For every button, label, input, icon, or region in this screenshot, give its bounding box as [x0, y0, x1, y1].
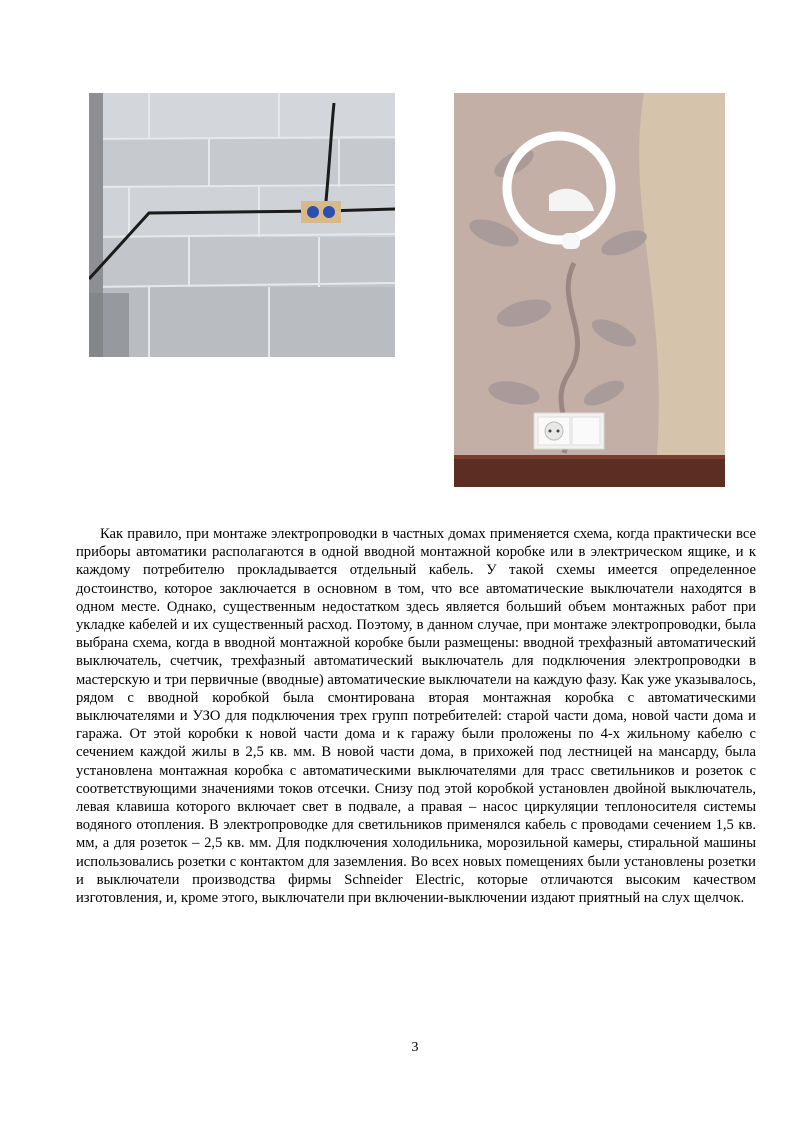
lamp-socket-image: [454, 93, 725, 487]
main-paragraph: Как правило, при монтаже электропроводки в частных домах применяется схема, когда практически все приборы автоматики располагаются в одной вводной монтажной коробке или в электрическом ящике, и к каждому потребителю прокладывается отдельный кабель. У такой схемы имеется определенное достоинство, которое заключается в основном в том, что все автоматические выключатели находятся в одном месте. Однако, существенным недостатком здесь является больший объем монтажных работ при укладке кабелей и их существенный расход. Поэтому, в данном случае, при монтаже электропроводки, была выбрана схема, когда в вводной монтажной коробке были размещены: вводной трехфазный автоматический выключатель, счетчик, трехфазный автоматический выключатель для подключения электропроводки в мастерскую и три первичные (вводные) автоматические выключатели на каждую фазу. Как уже указывалось, рядом с вводной коробкой была смонтирована вторая монтажная коробка с автоматическими выключателями и УЗО для подключения трех групп потребителей: старой части дома, новой части дома и гаража. От этой коробки к новой части дома и к гаражу были проложены по 4-х жильному кабелю с сечением каждой жилы в 2,5 кв. мм. В новой части дома, в прихожей под лестницей на мансарду, была установлена монтажная коробка с автоматическими выключателями для трасс светильников и розеток с соответствующими значениями токов отсечки. Снизу под этой коробкой установлен двойной выключатель, левая клавиша которого включает свет в подвале, а правая – насос циркуляции теплоносителя системы водяного отопления. В электропроводке для светильников применялся кабель с проводами сечением 1,5 кв. мм, а для розеток – 2,5 кв. мм. Для подключения холодильника, морозильной камеры, стиральной машины использовались розетки с контактом для заземления. Во всех новых помещениях были установлены розетки и выключатели производства фирмы Schneider Electric, которые отличаются высоким качеством изготовления, и, кроме этого, выключатели при включении-выключении издают приятный на слух щелчок.: [76, 526, 756, 907]
page-number: 3: [411, 1040, 419, 1055]
wall-wiring-image: [89, 93, 395, 357]
wall-wiring-photo: [89, 93, 395, 357]
lamp-socket-photo: [454, 93, 725, 487]
